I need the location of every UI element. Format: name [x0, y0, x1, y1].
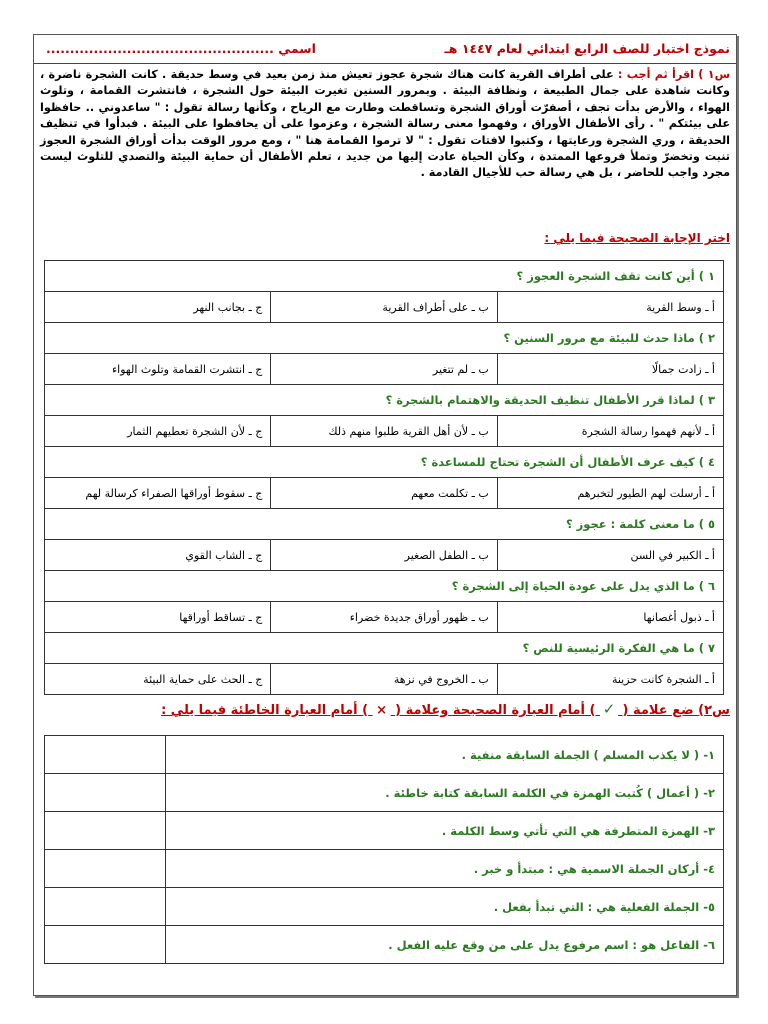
section2-title-part3: ) أمام العبارة الخاطئة فيما يلي :: [161, 703, 369, 718]
question-text: ٢ ) ماذا حدث للبيئة مع مرور السنين ؟: [45, 323, 724, 354]
option-b[interactable]: ب ـ الطفل الصغير: [271, 540, 497, 571]
option-b[interactable]: ب ـ ظهور أوراق جديدة خضراء: [271, 602, 497, 633]
section2-title-part2: ) أمام العبارة الصحيحة وعلامة (: [395, 703, 596, 718]
section2-title: [161, 700, 730, 718]
question-row: [45, 633, 724, 664]
question-row: [45, 571, 724, 602]
answer-box[interactable]: [45, 888, 166, 926]
question-text: ٤ ) كيف عرف الأطفال أن الشجرة تحتاج للمساعدة ؟: [45, 447, 724, 478]
option-a[interactable]: أ ـ ذبول أغصانها: [497, 602, 723, 633]
option-b[interactable]: ب ـ على أطراف القرية: [271, 292, 497, 323]
exam-sheet: [33, 34, 737, 996]
option-c[interactable]: ج ـ الشاب القوي: [45, 540, 271, 571]
question-text: ٧ ) ما هي الفكرة الرئيسية للنص ؟: [45, 633, 724, 664]
multiple-choice-table: [44, 260, 724, 695]
option-a[interactable]: أ ـ لأنهم فهموا رسالة الشجرة: [497, 416, 723, 447]
option-c[interactable]: ج ـ تساقط أوراقها: [45, 602, 271, 633]
option-c[interactable]: ج ـ الحث على حماية البيئة: [45, 664, 271, 695]
statement-text: ٢- ( أعمال ) كُتبت الهمزة في الكلمة السابقة كتابة خاطئة .: [166, 774, 724, 812]
answer-box[interactable]: [45, 850, 166, 888]
options-row: [45, 292, 724, 323]
options-row: [45, 602, 724, 633]
option-c[interactable]: ج ـ انتشرت القمامة وتلوث الهواء: [45, 354, 271, 385]
statement-text: ٥- الجملة الفعلية هي : التي تبدأ بفعل .: [166, 888, 724, 926]
statement-text: ٦- الفاعل هو : اسم مرفوع يدل على من وقع عليه الفعل .: [166, 926, 724, 964]
statement-text: ٣- الهمزة المتطرفة هي التي تأتي وسط الكلمة .: [166, 812, 724, 850]
statement-row: [45, 888, 724, 926]
option-b[interactable]: ب ـ لم تتغير: [271, 354, 497, 385]
question-text: ٦ ) ما الذي يدل على عودة الحياة إلى الشجرة ؟: [45, 571, 724, 602]
option-b[interactable]: ب ـ تكلمت معهم: [271, 478, 497, 509]
option-b[interactable]: ب ـ الخروج في نزهة: [271, 664, 497, 695]
question-text: ٣ ) لماذا قرر الأطفال تنظيف الحديقة والاهتمام بالشجرة ؟: [45, 385, 724, 416]
reading-passage: [40, 67, 730, 182]
options-row: [45, 664, 724, 695]
question-row: [45, 261, 724, 292]
question-row: [45, 323, 724, 354]
option-a[interactable]: أ ـ الشجرة كانت حزينة: [497, 664, 723, 695]
question-row: [45, 509, 724, 540]
student-name-field: اسمي ................................................: [46, 41, 316, 56]
option-a[interactable]: أ ـ أرسلت لهم الطيور لتخبرهم: [497, 478, 723, 509]
question-row: [45, 447, 724, 478]
options-row: [45, 416, 724, 447]
statement-row: [45, 736, 724, 774]
options-row: [45, 478, 724, 509]
section1-title: اختر الإجابة الصحيحة فيما يلي :: [544, 231, 730, 245]
check-mark-icon: ✓: [602, 700, 616, 718]
question-text: ١ ) أين كانت تقف الشجرة العجوز ؟: [45, 261, 724, 292]
answer-box[interactable]: [45, 774, 166, 812]
exam-title: نموذج اختبار للصف الرابع ابتدائي لعام ١٤٤٧ هـ: [444, 41, 730, 56]
question-text: ٥ ) ما معنى كلمة : عجوز ؟: [45, 509, 724, 540]
options-row: [45, 354, 724, 385]
option-c[interactable]: ج ـ لأن الشجرة تعطيهم الثمار: [45, 416, 271, 447]
statement-text: ٤- أركان الجملة الاسمية هي : مبتدأ و خبر .: [166, 850, 724, 888]
question-row: [45, 385, 724, 416]
option-c[interactable]: ج ـ بجانب النهر: [45, 292, 271, 323]
option-b[interactable]: ب ـ لأن أهل القرية طلبوا منهم ذلك: [271, 416, 497, 447]
true-false-table: [44, 735, 724, 964]
answer-box[interactable]: [45, 812, 166, 850]
option-a[interactable]: أ ـ زادت جمالًا: [497, 354, 723, 385]
answer-box[interactable]: [45, 736, 166, 774]
exam-header: [34, 35, 736, 64]
statement-row: [45, 850, 724, 888]
statement-text: ١- ( لا يكذب المسلم ) الجملة السابقة منفية .: [166, 736, 724, 774]
options-row: [45, 540, 724, 571]
option-a[interactable]: أ ـ الكبير في السن: [497, 540, 723, 571]
option-c[interactable]: ج ـ سقوط أوراقها الصفراء كرسالة لهم: [45, 478, 271, 509]
section2-title-part1: س٢) ضع علامة (: [622, 703, 730, 718]
statement-row: [45, 812, 724, 850]
passage-text: على أطراف القرية كانت هناك شجرة عجوز تعيش منذ زمن بعيد في وسط حديقة . كانت الشجرة ناضرة ، وكانت شاهدة على جمال الطبيعة ، ونظافة البيئة . وبمرور السنين تغيرت البيئة حول الشجرة ، فانتشرت القمامة ، وتلوث الهواء ، والأرض بدأت تجف ، أصفرّت أوراق الشجرة وتساقطت وطارت مع الرياح ، وكأنها رسالة تقول : " ساعدوني .. حافظوا على بيئتكم " . رأى الأطفال الأوراق ، وفهموا معنى رسالة الشجرة ، وعزموا على أن يحافظوا على البيئة . فبدأوا في تنظيف الحديقة ، وري الشجرة ورعايتها ، وكتبوا لافتات تقول : " لا ترموا القمامة هنا " ، ومع مرور الوقت بدأت أوراق الشجرة العجوز تنبت وتخضرّ وتملأ فروعها الممتدة ، وكأن الحياة عادت إليها من جديد ، تعلم الأطفال أن حماية البيئة والتصدي للتلوث ليست مجرد واجب للحاضر ، بل هي رسالة حب للأجيال القادمة .: [40, 68, 730, 180]
option-a[interactable]: أ ـ وسط القرية: [497, 292, 723, 323]
passage-question-label: س١ ) اقرأ ثم أجب :: [617, 68, 730, 81]
statement-row: [45, 774, 724, 812]
cross-mark-icon: ×: [376, 703, 388, 718]
answer-box[interactable]: [45, 926, 166, 964]
statement-row: [45, 926, 724, 964]
